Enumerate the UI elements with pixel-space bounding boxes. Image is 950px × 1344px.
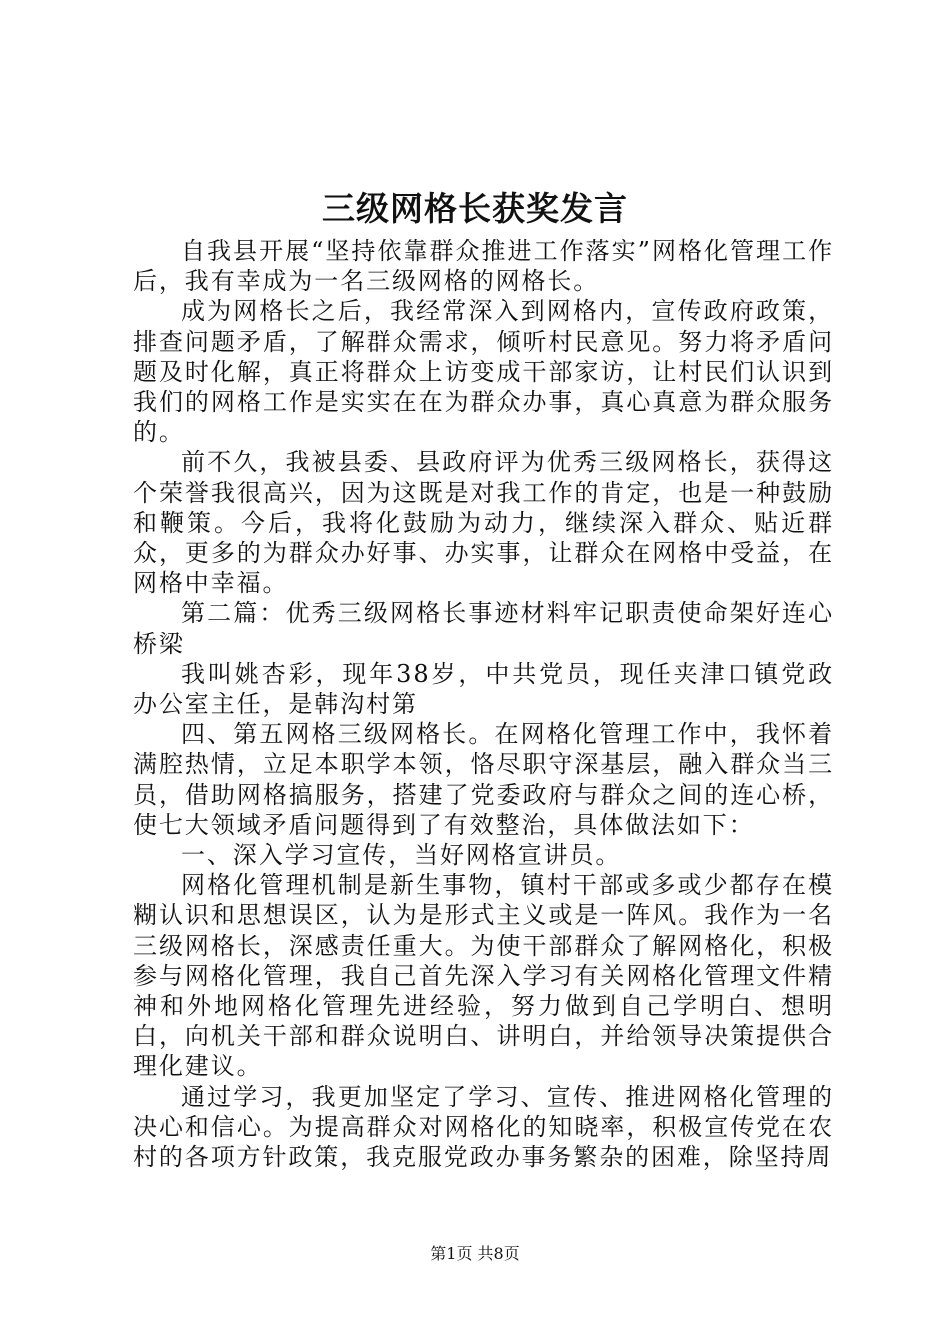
paragraph: 通过学习，我更加坚定了学习、宣传、推进网格化管理的决心和信心。为提高群众对网格化的知晓率，积极宣传党在农村的各项方针政策，我克服党政办事务繁杂的困难，除坚持周 xyxy=(133,1082,834,1172)
subsection-heading: 一、深入学习宣传，当好网格宣讲员。 xyxy=(181,841,622,870)
document-title: 三级网格长获奖发言 xyxy=(322,189,628,228)
paragraph: 成为网格长之后，我经常深入到网格内，宣传政府政策，排查问题矛盾，了解群众需求，倾听村民意见。努力将矛盾问题及时化解，真正将群众上访变成干部家访，让村民们认识到我们的网格工作是实实在在为群众办事，真心真意为群众服务的。 xyxy=(133,297,834,447)
document-body xyxy=(133,236,834,1172)
page-indicator: 第1页 共8页 xyxy=(430,1244,520,1263)
paragraph: 自我县开展“坚持依靠群众推进工作落实”网格化管理工作后，我有幸成为一名三级网格的网格长。 xyxy=(133,237,834,296)
section-heading: 第二篇：优秀三级网格长事迹材料牢记职责使命架好连心桥梁 xyxy=(133,599,834,658)
paragraph: 网格化管理机制是新生事物，镇村干部或多或少都存在模糊认识和思想误区，认为是形式主义或是一阵风。我作为一名三级网格长，深感责任重大。为使干部群众了解网格化，积极参与网格化管理，我自己首先深入学习有关网格化管理文件精神和外地网格化管理先进经验，努力做到自己学明白、想明白，向机关干部和群众说明白、讲明白，并给领导决策提供合理化建议。 xyxy=(133,871,834,1081)
paragraph: 我叫姚杏彩，现年38岁，中共党员，现任夹津口镇党政办公室主任，是韩沟村第 xyxy=(133,659,834,719)
paragraph: 前不久，我被县委、县政府评为优秀三级网格长，获得这个荣誉我很高兴，因为这既是对我工作的肯定，也是一种鼓励和鞭策。今后，我将化鼓励为动力，继续深入群众、贴近群众，更多的为群众办好事、办实事，让群众在网格中受益，在网格中幸福。 xyxy=(133,448,834,598)
paragraph: 四、第五网格三级网格长。在网格化管理工作中，我怀着满腔热情，立足本职学本领，恪尽职守深基层，融入群众当三员，借助网格搞服务，搭建了党委政府与群众之间的连心桥，使七大领域矛盾问题得到了有效整治，具体做法如下： xyxy=(133,720,834,839)
